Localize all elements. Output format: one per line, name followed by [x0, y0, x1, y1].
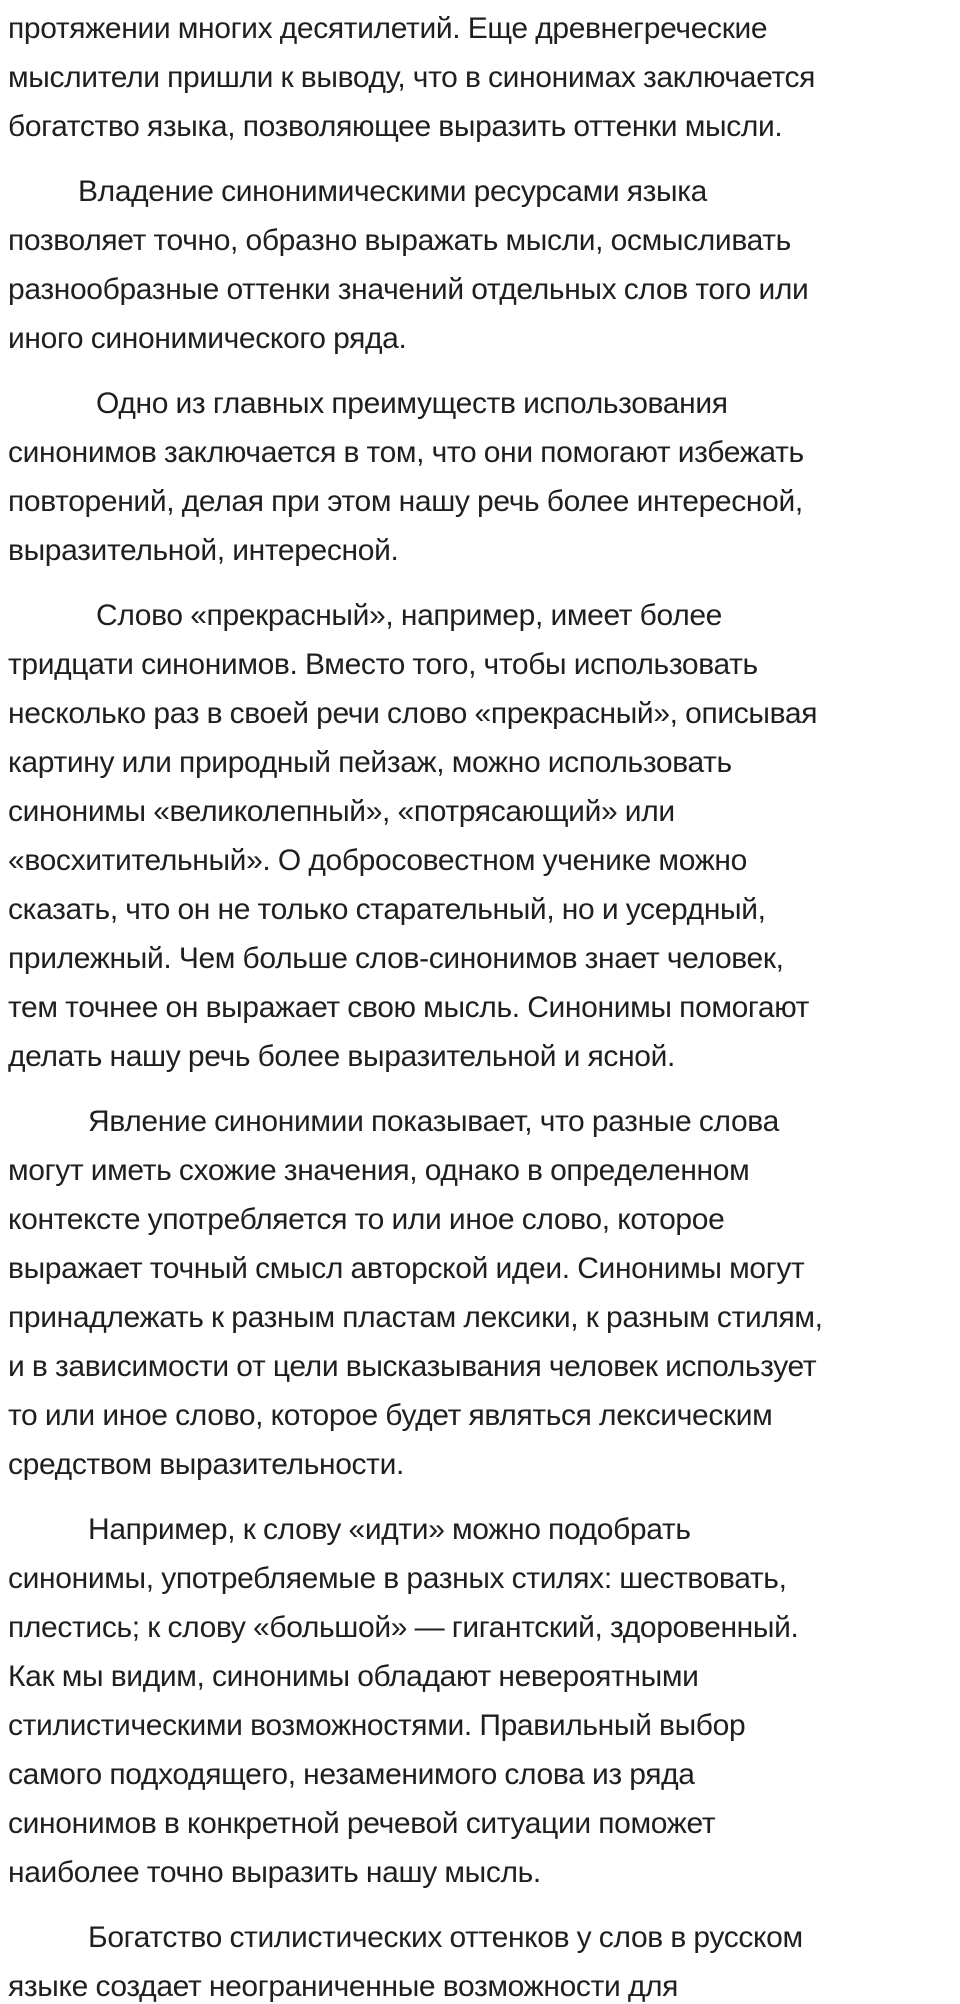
- article-text: [8, 4, 952, 2004]
- paragraph-4-line-9: тем точнее он выражает свою мысль. Синонимы помогают: [8, 991, 810, 1024]
- paragraph-7-line-2: языке создает неограниченные возможности для: [8, 1970, 679, 2003]
- paragraph-4-line-1: Слово «прекрасный», например, имеет более: [96, 599, 723, 632]
- paragraph-5-line-6: и в зависимости от цели высказывания человек использует: [8, 1350, 817, 1383]
- paragraph-4-line-6: «восхитительный». О добросовестном ученике можно: [8, 844, 747, 877]
- paragraph-4-line-3: несколько раз в своей речи слово «прекрасный», описывая: [8, 697, 818, 730]
- paragraph-2-line-3: разнообразные оттенки значений отдельных слов того или: [8, 273, 809, 306]
- paragraph-5-line-4: выражает точный смысл авторской идеи. Синонимы могут: [8, 1252, 805, 1285]
- paragraph-5-line-2: могут иметь схожие значения, однако в определенном: [8, 1154, 750, 1187]
- paragraph-4-line-8: прилежный. Чем больше слов-синонимов знает человек,: [8, 942, 784, 975]
- paragraph-2-line-1: Владение синонимическими ресурсами языка: [78, 175, 708, 208]
- paragraph-6-line-5: стилистическими возможностями. Правильный выбор: [8, 1709, 746, 1742]
- paragraph-7-line-1: Богатство стилистических оттенков у слов в русском: [88, 1921, 803, 1954]
- paragraph-7: [8, 1913, 952, 2004]
- paragraph-4-line-4: картину или природный пейзаж, можно использовать: [8, 746, 732, 779]
- paragraph-2-line-4: иного синонимического ряда.: [8, 322, 407, 355]
- paragraph-5-line-8: средством выразительности.: [8, 1448, 404, 1481]
- paragraph-3: [8, 379, 952, 575]
- paragraph-5-line-5: принадлежать к разным пластам лексики, к разным стилям,: [8, 1301, 823, 1334]
- paragraph-1-line-3: богатство языка, позволяющее выразить оттенки мысли.: [8, 110, 783, 143]
- paragraph-2: [8, 167, 952, 363]
- paragraph-3-line-2: синонимов заключается в том, что они помогают избежать: [8, 436, 804, 469]
- paragraph-2-line-2: позволяет точно, образно выражать мысли, осмысливать: [8, 224, 791, 257]
- paragraph-4-line-2: тридцати синонимов. Вместо того, чтобы использовать: [8, 648, 758, 681]
- paragraph-4: [8, 591, 952, 1081]
- paragraph-5-line-3: контексте употребляется то или иное слово, которое: [8, 1203, 725, 1236]
- paragraph-3-line-3: повторений, делая при этом нашу речь более интересной,: [8, 485, 803, 518]
- paragraph-6-line-4: Как мы видим, синонимы обладают невероятными: [8, 1660, 699, 1693]
- paragraph-4-line-10: делать нашу речь более выразительной и ясной.: [8, 1040, 676, 1073]
- paragraph-3-line-4: выразительной, интересной.: [8, 534, 399, 567]
- paragraph-4-line-7: сказать, что он не только старательный, но и усердный,: [8, 893, 766, 926]
- paragraph-6-line-2: синонимы, употребляемые в разных стилях: шествовать,: [8, 1562, 787, 1595]
- paragraph-6-line-1: Например, к слову «идти» можно подобрать: [88, 1513, 691, 1546]
- paragraph-4-line-5: синонимы «великолепный», «потрясающий» или: [8, 795, 675, 828]
- paragraph-3-line-1: Одно из главных преимуществ использования: [96, 387, 728, 420]
- paragraph-6-line-3: плестись; к слову «большой» — гигантский, здоровенный.: [8, 1611, 799, 1644]
- paragraph-1-line-1: протяжении многих десятилетий. Еще древнегреческие: [8, 12, 768, 45]
- paragraph-6-line-6: самого подходящего, незаменимого слова из ряда: [8, 1758, 695, 1791]
- paragraph-6-line-8: наиболее точно выразить нашу мысль.: [8, 1856, 541, 1889]
- paragraph-6: [8, 1505, 952, 1897]
- paragraph-1: [8, 4, 952, 151]
- paragraph-5-line-1: Явление синонимии показывает, что разные слова: [88, 1105, 779, 1138]
- paragraph-5: [8, 1097, 952, 1489]
- paragraph-6-line-7: синонимов в конкретной речевой ситуации поможет: [8, 1807, 716, 1840]
- paragraph-1-line-2: мыслители пришли к выводу, что в синонимах заключается: [8, 61, 816, 94]
- paragraph-5-line-7: то или иное слово, которое будет являться лексическим: [8, 1399, 773, 1432]
